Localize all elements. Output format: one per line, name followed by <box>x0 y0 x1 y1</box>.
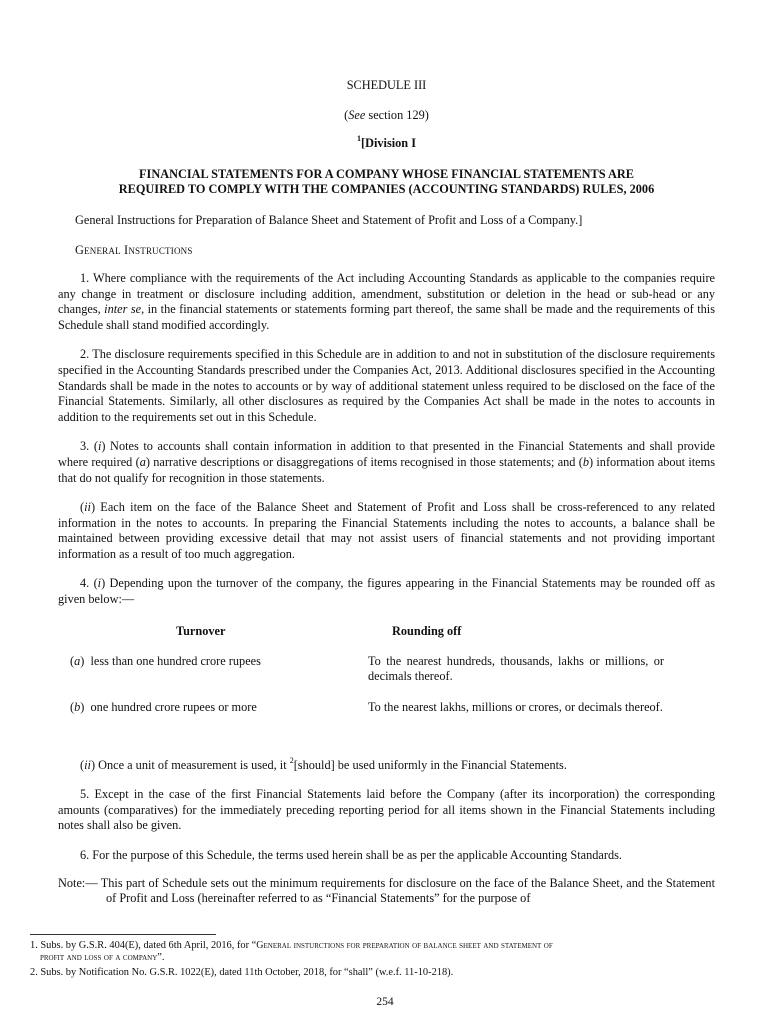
paragraph-3-i: 3. (i) Notes to accounts shall contain information in addition to that presented in the Financial Statements and shall provide where required (a) narrative descriptions or disaggregations of items recognised in those statements; and (b) information about items that do not qualify for recognition in those statements. <box>58 439 715 485</box>
footnotes <box>30 940 720 979</box>
paragraph-6: 6. For the purpose of this Schedule, the terms used herein shall be as per the applicable Accounting Standards. <box>80 848 622 863</box>
document-page <box>58 72 715 907</box>
footnote-2: 2. Subs. by Notification No. G.S.R. 1022(E), dated 11th October, 2018, for “shall” (w.e.f. 11-10-218). <box>30 967 454 978</box>
rounding-cell: To the nearest lakhs, millions or crores, or decimals thereof. <box>368 699 663 714</box>
general-instructions-title: General Instructions for Preparation of Balance Sheet and Statement of Profit and Loss of a Company.] <box>75 212 583 227</box>
footnote-ref-1: 1 <box>356 134 361 144</box>
footnote-divider <box>30 934 216 935</box>
schedule-heading: FINANCIAL STATEMENTS FOR A COMPANY WHOSE FINANCIAL STATEMENTS ARE REQUIRED TO COMPLY WITH THE COMPANIES (ACCOUNTING STANDARDS) RULES, 2006 <box>118 166 655 196</box>
turnover-cell: (b) one hundred crore rupees or more <box>70 699 257 714</box>
section-reference: (See section 129) <box>344 107 429 122</box>
paragraph-1: 1. Where compliance with the requirements of the Act including Accounting Standards as applicable to the companies require any change in treatment or disclosure including addition, amendment, substitution or deletion in the head or sub-head or any changes, inter se, in the financial statements or statements forming part thereof, the same shall be made and the requirements of this Schedule shall stand modified accordingly. <box>58 270 715 332</box>
paragraph-4-ii: (ii) Once a unit of measurement is used, it $^2$[should] be used uniformly in the Financial Statements. <box>80 755 567 772</box>
rounding-column-header: Rounding off <box>392 623 462 638</box>
paragraph-3-ii: (ii) Each item on the face of the Balance Sheet and Statement of Profit and Loss shall be cross-referenced to any related information in the notes to accounts. In preparing the Financial Statements including the notes to accounts, a balance shall be maintained between providing excessive detail that may not assist users of financial statements and not providing important information as a result of too much aggregation. <box>58 500 715 561</box>
rounding-cell: To the nearest hundreds, thousands, lakhs or millions, or decimals thereof. <box>368 653 664 684</box>
footnote-1: 1. Subs. by G.S.R. 404(E), dated 6th April, 2016, for “General insturctions for preparation of balance sheet and statement of profit and loss of a company”. <box>30 940 553 963</box>
division-title: $^1$[Division I <box>356 134 416 151</box>
page-number: 254 <box>376 996 394 1008</box>
paragraph-2: 2. The disclosure requirements specified in this Schedule are in addition to and not in substitution of the disclosure requirements specified in the Accounting Standards prescribed under the Companies Act, 2013. Additional disclosures specified in the Accounting Standards shall be made in the notes to accounts or by way of additional statement unless required to be disclosed on the face of the Financial Statements. Similarly, all other disclosures as required by the Companies Act shall be made in the notes to accounts in addition to the requirements set out in this Schedule. <box>58 347 715 424</box>
schedule-title: SCHEDULE III <box>346 78 427 92</box>
turnover-column-header: Turnover <box>176 623 226 638</box>
footnote-ref-2: 2 <box>289 755 294 765</box>
paragraph-5: 5. Except in the case of the first Financial Statements laid before the Company (after its incorporation) the corresponding amounts (comparatives) for the immediately preceding reporting period for all items shown in the Financial Statements including notes shall also be given. <box>58 787 715 833</box>
rounding-table <box>58 624 715 754</box>
note-paragraph: Note:— This part of Schedule sets out the minimum requirements for disclosure on the face of the Balance Sheet, and the Statement of Profit and Loss (hereinafter referred to as “Financial Statements” for the purpose of <box>58 875 715 906</box>
general-instructions-heading: General Instructions <box>75 243 193 258</box>
see-italic: See <box>348 107 366 122</box>
paragraph-4-i: 4. (i) Depending upon the turnover of the company, the figures appearing in the Financial Statements may be rounded off as given below:— <box>58 576 715 607</box>
turnover-cell: (a) less than one hundred crore rupees <box>70 653 261 668</box>
